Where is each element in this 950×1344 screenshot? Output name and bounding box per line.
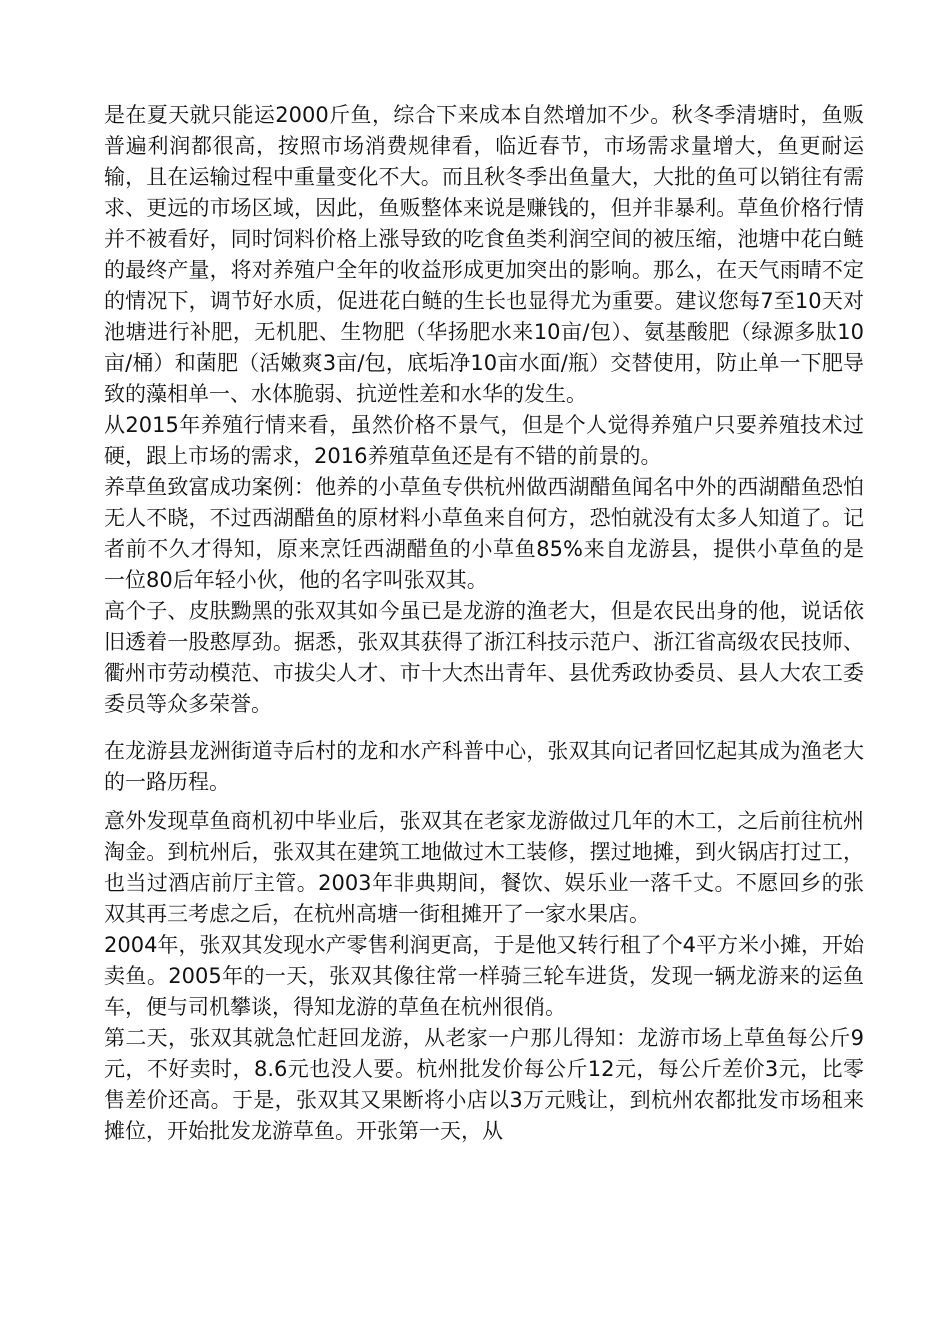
paragraph-2004-fish-stall: 2004年，张双其发现水产零售利润更高，于是他又转行租了个4平方米小摊，开始卖鱼。2005年的一天，张双其像往常一样骑三轮车进货，发现一辆龙游来的运鱼车，便与司机攀谈，得知龙游的草鱼在杭州很俏。 [104, 933, 864, 1019]
paragraph-zhang-shuangqi-honors: 高个子、皮肤黝黑的张双其如今虽已是龙游的渔老大，但是农民出身的他，说话依旧透着一股憨厚劲。据悉，张双其获得了浙江科技示范户、浙江省高级农民技师、衢州市劳动模范、市拔尖人才、市十大杰出青年、县优秀政协委员、县人大农工委委员等众多荣誉。 [104, 599, 864, 716]
paragraph-2015-market-outlook: 从2015年养殖行情来看，虽然价格不景气，但是个人觉得养殖户只要养殖技术过硬，跟上市场的需求，2016养殖草鱼还是有不错的前景的。 [104, 413, 864, 468]
paragraph-longhe-center: 在龙游县龙洲街道寺后村的龙和水产科普中心，张双其向记者回忆起其成为渔老大的一路历程。 [104, 739, 864, 794]
document-body [104, 100, 864, 1147]
paragraph-success-case-intro: 养草鱼致富成功案例：他养的小草鱼专供杭州做西湖醋鱼闻名中外的西湖醋鱼恐怕无人不晓，不过西湖醋鱼的原材料小草鱼来自何方，恐怕就没有太多人知道了。记者前不久才得知，原来烹饪西湖醋鱼的小草鱼85%来自龙游县，提供小草鱼的是一位80后年轻小伙，他的名字叫张双其。 [104, 475, 864, 592]
paragraph-wholesale-start: 第二天，张双其就急忙赶回龙游，从老家一户那儿得知：龙游市场上草鱼每公斤9元，不好卖时，8.6元也没人要。杭州批发价每公斤12元，每公斤差价3元，比零售差价还高。于是，张双其又果断将小店以3万元贱让，到杭州农都批发市场租来摊位，开始批发龙游草鱼。开张第一天，从 [104, 1026, 864, 1143]
paragraph-discovering-business: 意外发现草鱼商机初中毕业后，张双其在老家龙游做过几年的木工，之后前往杭州淘金。到杭州后，张双其在建筑工地做过木工装修，摆过地摊，到火锅店打过工，也当过酒店前厅主管。2003年非典期间，餐饮、娱乐业一落千丈。不愿回乡的张双其再三考虑之后，在杭州高塘一街租摊开了一家水果店。 [104, 809, 864, 926]
paragraph-fish-transport-cost: 是在夏天就只能运2000斤鱼，综合下来成本自然增加不少。秋冬季清塘时，鱼贩普遍利润都很高，按照市场消费规律看，临近春节，市场需求量增大，鱼更耐运输，且在运输过程中重量变化不大。而且秋冬季出鱼量大，大批的鱼可以销往有需求、更远的市场区域，因此，鱼贩整体来说是赚钱的，但并非暴利。草鱼价格行情并不被看好，同时饲料价格上涨导致的吃食鱼类利润空间的被压缩，池塘中花白鲢的最终产量，将对养殖户全年的收益形成更加突出的影响。那么，在天气雨晴不定的情况下，调节好水质，促进花白鲢的生长也显得尤为重要。建议您每7至10天对池塘进行补肥，无机肥、生物肥（华扬肥水来10亩/包）、氨基酸肥（绿源多肽10亩/桶）和菌肥（活嫩爽3亩/包，底垢净10亩水面/瓶）交替使用，防止单一下肥导致的藻相单一、水体脆弱、抗逆性差和水华的发生。 [104, 103, 864, 406]
